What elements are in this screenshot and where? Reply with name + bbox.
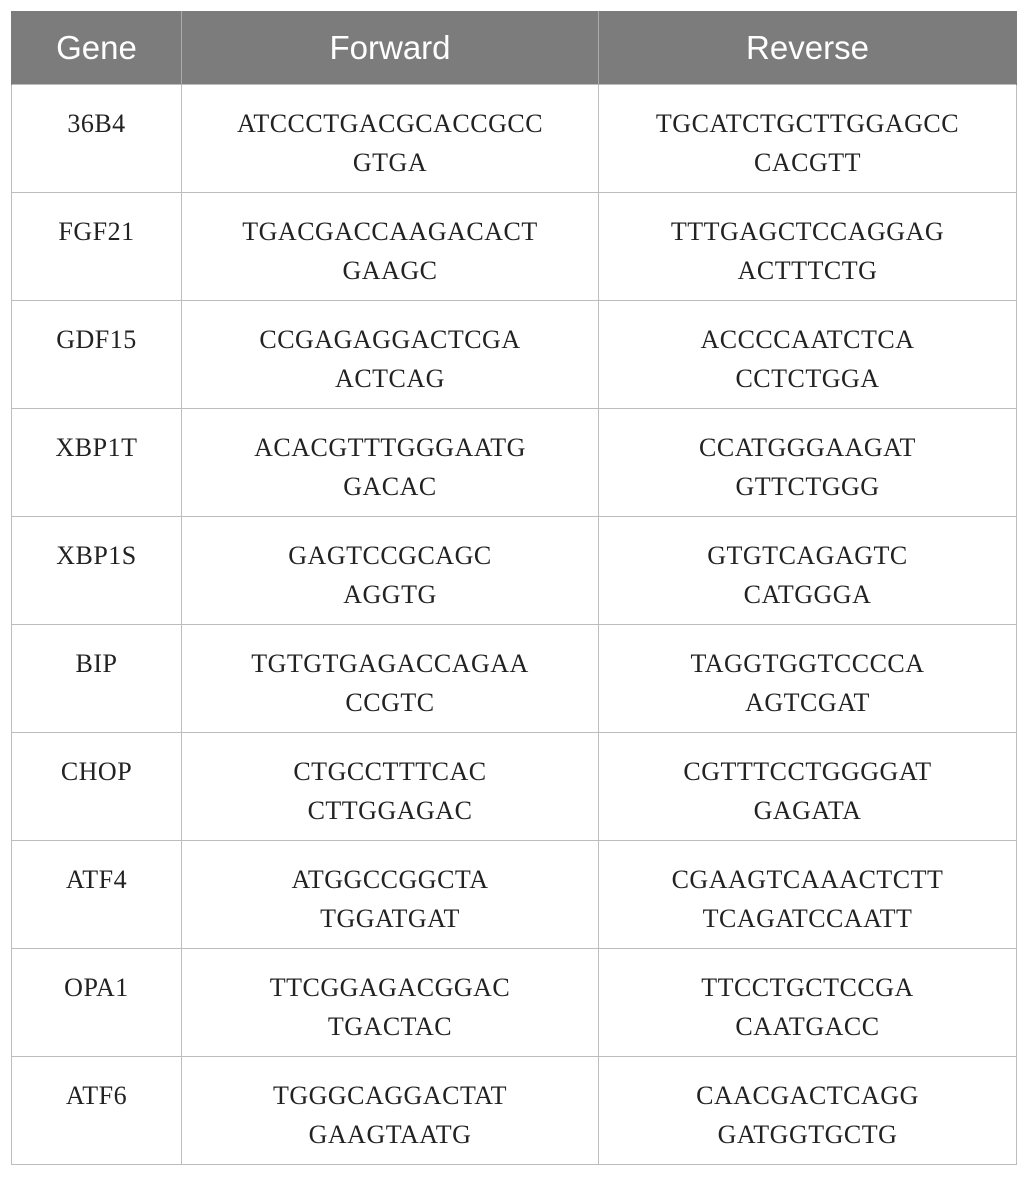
gene-name: BIP xyxy=(75,649,118,678)
gene-name: CHOP xyxy=(60,757,133,786)
reverse-cell xyxy=(599,733,1017,841)
header-gene: Gene xyxy=(12,11,182,85)
table-header xyxy=(12,11,1017,85)
reverse-cell xyxy=(599,85,1017,193)
header-forward: Forward xyxy=(182,11,599,85)
forward-cell xyxy=(182,733,599,841)
forward-seq-line: GAGTCCGCAGC xyxy=(288,541,492,570)
reverse-seq-line: TAGGTGGTCCCCA xyxy=(690,649,925,678)
reverse-cell xyxy=(599,193,1017,301)
reverse-seq-line: CCTCTGGA xyxy=(735,364,880,393)
forward-cell xyxy=(182,85,599,193)
reverse-cell xyxy=(599,625,1017,733)
forward-cell xyxy=(182,625,599,733)
reverse-seq-line: GTTCTGGG xyxy=(735,472,880,501)
forward-seq-line: TGGGCAGGACTAT xyxy=(272,1081,508,1110)
table-row xyxy=(12,409,1017,517)
forward-cell xyxy=(182,517,599,625)
gene-name: GDF15 xyxy=(56,325,137,354)
forward-seq-line: TGTGTGAGACCAGAA xyxy=(251,649,529,678)
table-row xyxy=(12,949,1017,1057)
gene-cell xyxy=(12,409,182,517)
reverse-seq-line: GTGTCAGAGTC xyxy=(707,541,908,570)
table-row xyxy=(12,733,1017,841)
forward-seq-line: CCGAGAGGACTCGA xyxy=(259,325,521,354)
reverse-seq-line: CAATGACC xyxy=(735,1012,880,1041)
reverse-seq-line: TCAGATCCAATT xyxy=(702,904,913,933)
gene-cell xyxy=(12,1057,182,1165)
forward-seq-line: ACACGTTTGGGAATG xyxy=(254,433,526,462)
forward-cell xyxy=(182,949,599,1057)
gene-cell xyxy=(12,517,182,625)
reverse-cell xyxy=(599,517,1017,625)
reverse-seq-line: CGTTTCCTGGGGAT xyxy=(683,757,932,786)
forward-seq-line: TTCGGAGACGGAC xyxy=(269,973,511,1002)
gene-cell xyxy=(12,301,182,409)
forward-seq-line: ATCCCTGACGCACCGCC xyxy=(236,109,544,138)
table-row xyxy=(12,85,1017,193)
primer-table xyxy=(11,11,1017,1165)
header-row xyxy=(12,11,1017,85)
gene-cell xyxy=(12,733,182,841)
gene-name: XBP1S xyxy=(56,541,137,570)
reverse-seq-line: TTCCTGCTCCGA xyxy=(701,973,914,1002)
reverse-seq-line: CACGTT xyxy=(754,148,861,177)
reverse-cell xyxy=(599,1057,1017,1165)
reverse-seq-line: TGCATCTGCTTGGAGCC xyxy=(655,109,960,138)
table-row xyxy=(12,301,1017,409)
forward-cell xyxy=(182,193,599,301)
forward-seq-line: ACTCAG xyxy=(335,364,445,393)
gene-cell xyxy=(12,625,182,733)
gene-name: XBP1T xyxy=(55,433,138,462)
table-row xyxy=(12,625,1017,733)
table-row xyxy=(12,1057,1017,1165)
reverse-seq-line: CATGGGA xyxy=(743,580,872,609)
gene-name: OPA1 xyxy=(64,973,129,1002)
gene-cell xyxy=(12,193,182,301)
reverse-seq-line: AGTCGAT xyxy=(745,688,870,717)
table-row xyxy=(12,193,1017,301)
reverse-cell xyxy=(599,409,1017,517)
reverse-seq-line: CCATGGGAAGAT xyxy=(699,433,916,462)
forward-seq-line: TGGATGAT xyxy=(320,904,460,933)
forward-seq-line: TGACGACCAAGACACT xyxy=(242,217,538,246)
forward-seq-line: CTGCCTTTCAC xyxy=(293,757,487,786)
table-body xyxy=(12,85,1017,1165)
reverse-cell xyxy=(599,949,1017,1057)
forward-seq-line: GAAGTAATG xyxy=(308,1120,472,1149)
forward-cell xyxy=(182,301,599,409)
reverse-seq-line: GAGATA xyxy=(753,796,862,825)
reverse-cell xyxy=(599,301,1017,409)
forward-seq-line: TGACTAC xyxy=(327,1012,453,1041)
reverse-seq-line: TTTGAGCTCCAGGAG xyxy=(670,217,945,246)
gene-name: ATF4 xyxy=(65,865,128,894)
reverse-seq-line: CGAAGTCAAACTCTT xyxy=(671,865,944,894)
gene-cell xyxy=(12,85,182,193)
forward-seq-line: GACAC xyxy=(343,472,437,501)
gene-cell xyxy=(12,949,182,1057)
table-row xyxy=(12,517,1017,625)
forward-seq-line: GAAGC xyxy=(342,256,438,285)
forward-seq-line: GTGA xyxy=(352,148,428,177)
forward-seq-line: ATGGCCGGCTA xyxy=(291,865,489,894)
reverse-seq-line: ACTTTCTG xyxy=(737,256,878,285)
header-reverse: Reverse xyxy=(599,11,1017,85)
gene-name: ATF6 xyxy=(65,1081,128,1110)
forward-seq-line: CCGTC xyxy=(345,688,435,717)
reverse-cell xyxy=(599,841,1017,949)
table-row xyxy=(12,841,1017,949)
forward-cell xyxy=(182,1057,599,1165)
forward-cell xyxy=(182,409,599,517)
reverse-seq-line: ACCCCAATCTCA xyxy=(700,325,915,354)
forward-seq-line: AGGTG xyxy=(343,580,437,609)
gene-name: 36B4 xyxy=(67,109,126,138)
forward-cell xyxy=(182,841,599,949)
gene-name: FGF21 xyxy=(58,217,135,246)
gene-cell xyxy=(12,841,182,949)
forward-seq-line: CTTGGAGAC xyxy=(307,796,473,825)
reverse-seq-line: CAACGACTCAGG xyxy=(696,1081,919,1110)
reverse-seq-line: GATGGTGCTG xyxy=(717,1120,898,1149)
